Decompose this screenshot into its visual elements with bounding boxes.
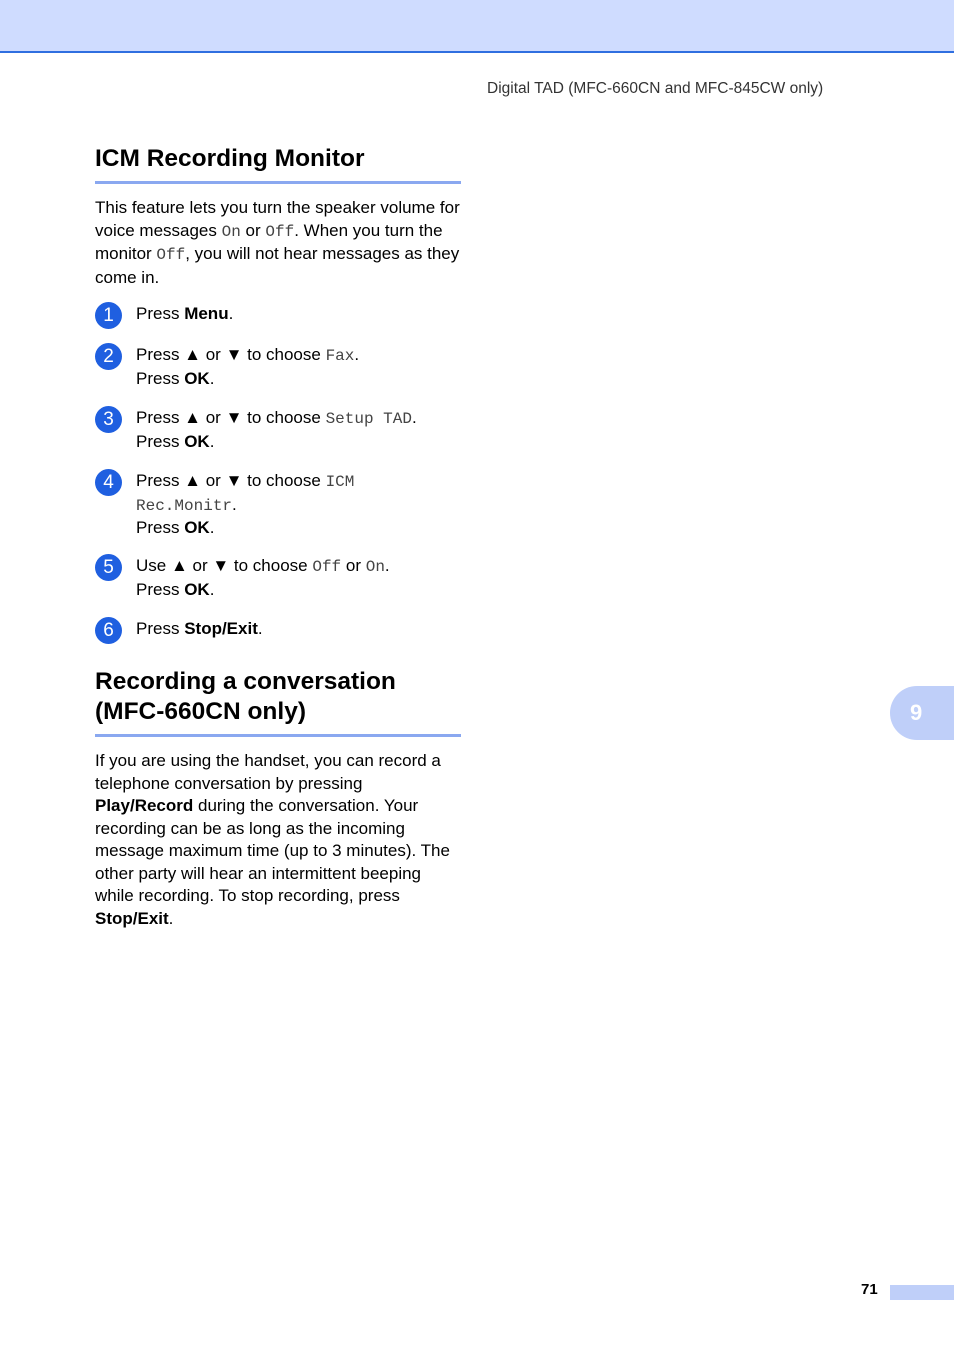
step-number-icon: 6 (95, 617, 122, 644)
section-recording-conversation (95, 667, 461, 930)
intro-paragraph: This feature lets you turn the speaker volume for voice messages On or Off. When you turn the monitor Off, you will not hear messages as they come in. (95, 198, 460, 287)
step-6: 6 Press Stop/Exit. (95, 618, 461, 641)
running-head: Digital TAD (MFC-660CN and MFC-845CW only) (487, 80, 824, 97)
step-3: 3 Press ▲ or ▼ to choose Setup TAD. Press OK. (95, 407, 461, 453)
step-1: 1 Press Menu. (95, 303, 461, 326)
step-number-icon: 3 (95, 406, 122, 433)
step-number-icon: 5 (95, 554, 122, 581)
step-4: 4 Press ▲ or ▼ to choose ICM Rec.Monitr. Press OK. (95, 470, 461, 540)
recording-paragraph: If you are using the handset, you can record a telephone conversation by pressing Play/Record during the conversation. Your recording can be as long as the incoming message maximum time (up to 3 minutes). The other party will hear an intermittent beeping while recording. To stop recording, press Stop/Exit. (95, 751, 450, 928)
step-number-icon: 1 (95, 302, 122, 329)
section-icm-recording-monitor (95, 144, 461, 289)
chapter-tab: 9 (890, 686, 954, 740)
footer-bar (890, 1285, 954, 1300)
step-5: 5 Use ▲ or ▼ to choose Off or On. Press OK. (95, 555, 461, 601)
step-2: 2 Press ▲ or ▼ to choose Fax. Press OK. (95, 344, 461, 390)
page-number: 71 (861, 1281, 878, 1298)
header-band (0, 0, 954, 53)
step-number-icon: 2 (95, 343, 122, 370)
section-title-icm: ICM Recording Monitor (95, 144, 461, 184)
step-number-icon: 4 (95, 469, 122, 496)
section-title-recording: Recording a conversation (MFC-660CN only) (95, 667, 461, 737)
